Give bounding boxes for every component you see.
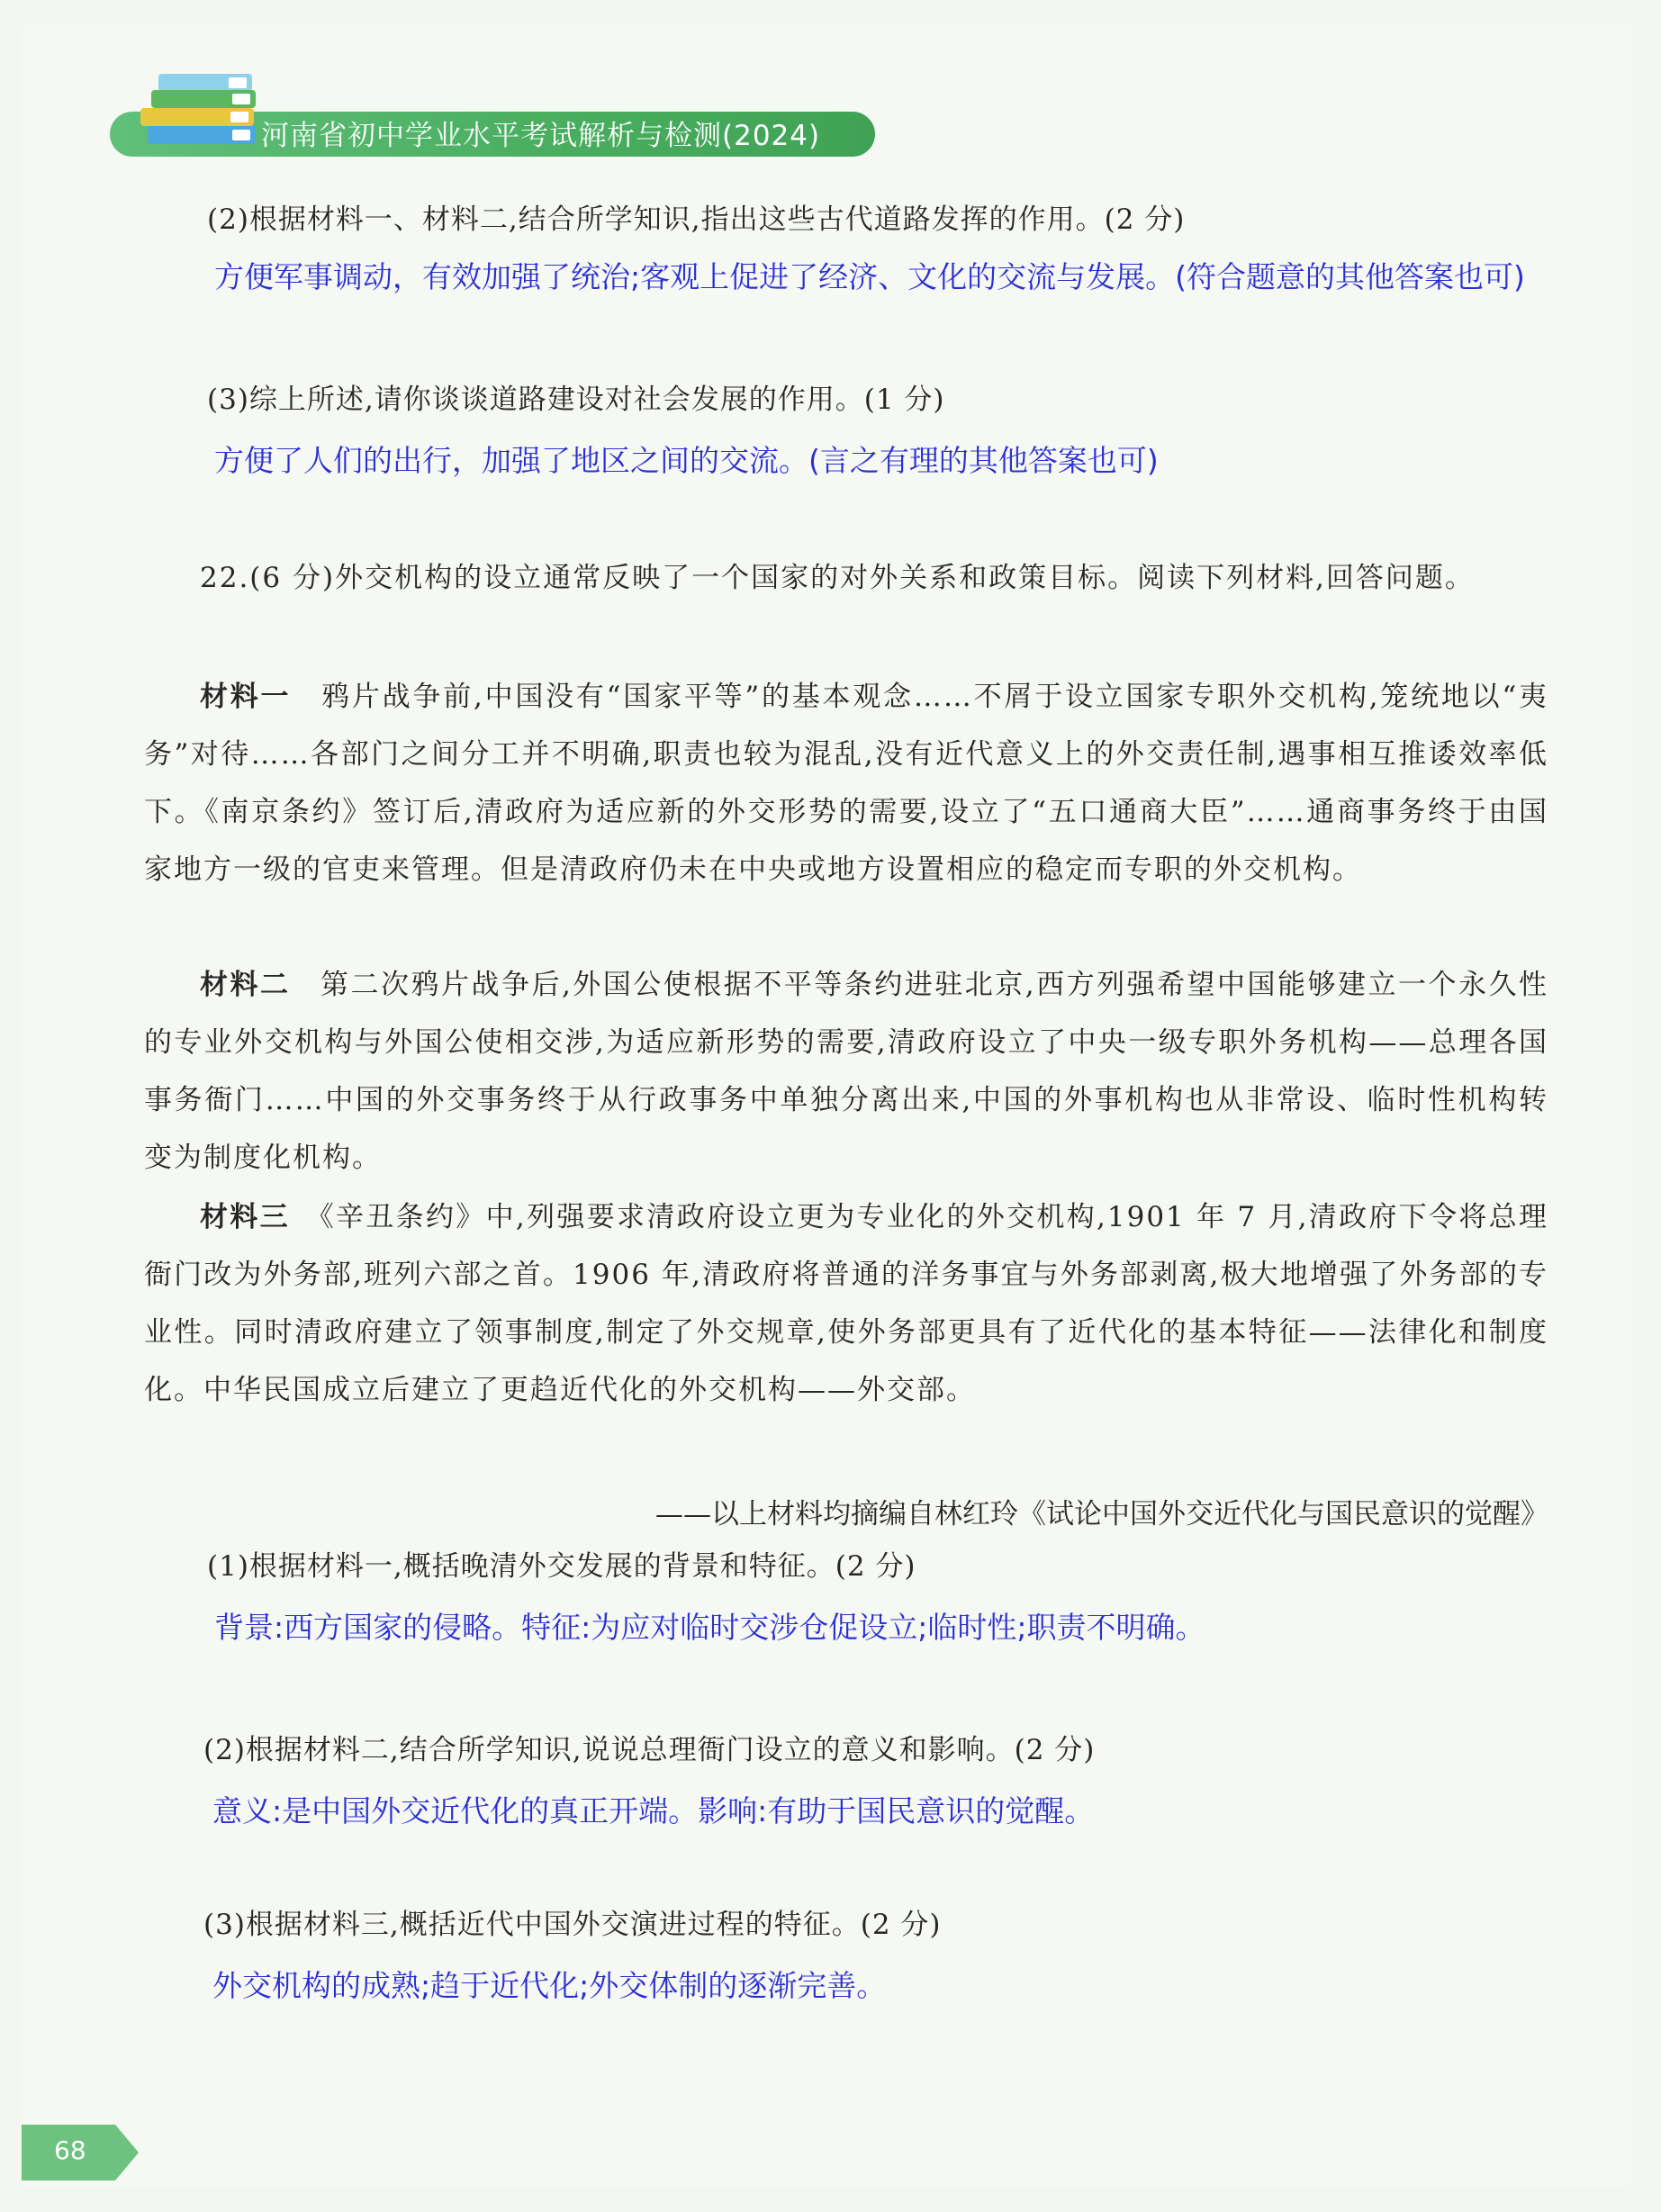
material-2 [144, 956, 1548, 1187]
q21-sub3-answer-block [214, 438, 1547, 484]
q22-intro: 22.(6 分)外交机构的设立通常反映了一个国家的对外关系和政策目标。阅读下列材料,回答问题。 [200, 562, 1475, 594]
q22-sub1-answer-block [214, 1604, 1547, 1651]
q22-sub3-question: (3)根据材料三,概括近代中国外交演进过程的特征。(2 分) [203, 1909, 942, 1941]
q22-intro-block [144, 549, 1548, 607]
material-1-text: 鸦片战争前,中国没有“国家平等”的基本观念……不屑于设立国家专职外交机构,笼统地以“夷务”对待……各部门之间分工并不明确,职责也较为混乱,没有近代意义上的外交责任制,遇事相互推诿效率低下。《南京条约》签订后,清政府为适应新的外交形势的需要,设立了“五口通商大臣”……通商事务终于由国家地方一级的官吏来管理。但是清政府仍未在中央或地方设置相应的稳定而专职的外交机构。 [144, 681, 1549, 886]
q21-sub3 [144, 380, 1548, 420]
books-stack-icon [135, 61, 270, 151]
material-2-label: 材料二 [200, 969, 291, 1001]
q22-sub1-question: (1)根据材料一,概括晚清外交发展的背景和特征。(2 分) [207, 1550, 916, 1583]
q22-sub1-answer: 背景:西方国家的侵略。特征:为应对临时交涉仓促设立;临时性;职责不明确。 [214, 1610, 1205, 1645]
q21-sub3-answer: 方便了人们的出行，加强了地区之间的交流。(言之有理的其他答案也可) [214, 443, 1159, 478]
q21-sub2 [144, 200, 1548, 239]
material-3 [144, 1188, 1548, 1419]
materials-source: ——以上材料均摘编自林红玲《试论中国外交近代化与国民意识的觉醒》 [655, 1498, 1548, 1530]
q22-sub1 [144, 1547, 1548, 1586]
q22-sub2 [144, 1730, 1548, 1770]
q22-sub2-question: (2)根据材料二,结合所学知识,说说总理衙门设立的意义和影响。(2 分) [203, 1734, 1096, 1766]
q22-sub2-answer: 意义:是中国外交近代化的真正开端。影响:有助于国民意识的觉醒。 [212, 1793, 1095, 1828]
q21-sub2-question: (2)根据材料一、材料二,结合所学知识,指出这些古代道路发挥的作用。(2 分) [207, 203, 1186, 236]
page-number: 68 [54, 2135, 86, 2165]
q21-sub2-answer: 方便军事调动，有效加强了统治;客观上促进了经济、文化的交流与发展。(符合题意的其他答案也可) [214, 259, 1525, 294]
material-3-label: 材料三 [200, 1201, 290, 1233]
q21-sub3-question: (3)综上所述,请你谈谈道路建设对社会发展的作用。(1 分) [207, 384, 945, 416]
material-1 [144, 668, 1548, 898]
q22-sub2-answer-block [212, 1788, 1545, 1835]
material-2-text: 第二次鸦片战争后,外国公使根据不平等条约进驻北京,西方列强希望中国能够建立一个永久性的专业外交机构与外国公使相交涉,为适应新形势的需要,清政府设立了中央一级专职外务机构——总理各国事务衙门……中国的外交事务终于从行政事务中单独分离出来,中国的外事机构也从非常设、临时性机构转变为制度化机构。 [144, 969, 1549, 1174]
material-3-text: 《辛丑条约》中,列强要求清政府设立更为专业化的外交机构,1901 年 7 月,清政府下令将总理衙门改为外务部,班列六部之首。1906 年,清政府将普通的洋务事宜与外务部剥离,极大地增强了外务部的专业性。同时清政府建立了领事制度,制定了外交规章,使外务部更具有了近代化的基本特征——法律化和制度化。中华民国成立后建立了更趋近代化的外交机构——外交部。 [144, 1201, 1548, 1406]
source-block [144, 1494, 1548, 1534]
q22-sub3 [144, 1905, 1548, 1945]
header-title: 河南省初中学业水平考试解析与检测(2024) [261, 120, 821, 152]
q21-sub2-answer-block [214, 254, 1547, 301]
q22-sub3-answer-block [212, 1963, 1545, 2009]
q22-sub3-answer: 外交机构的成熟;趋于近代化;外交体制的逐渐完善。 [212, 1968, 887, 2003]
material-1-label: 材料一 [200, 681, 292, 713]
